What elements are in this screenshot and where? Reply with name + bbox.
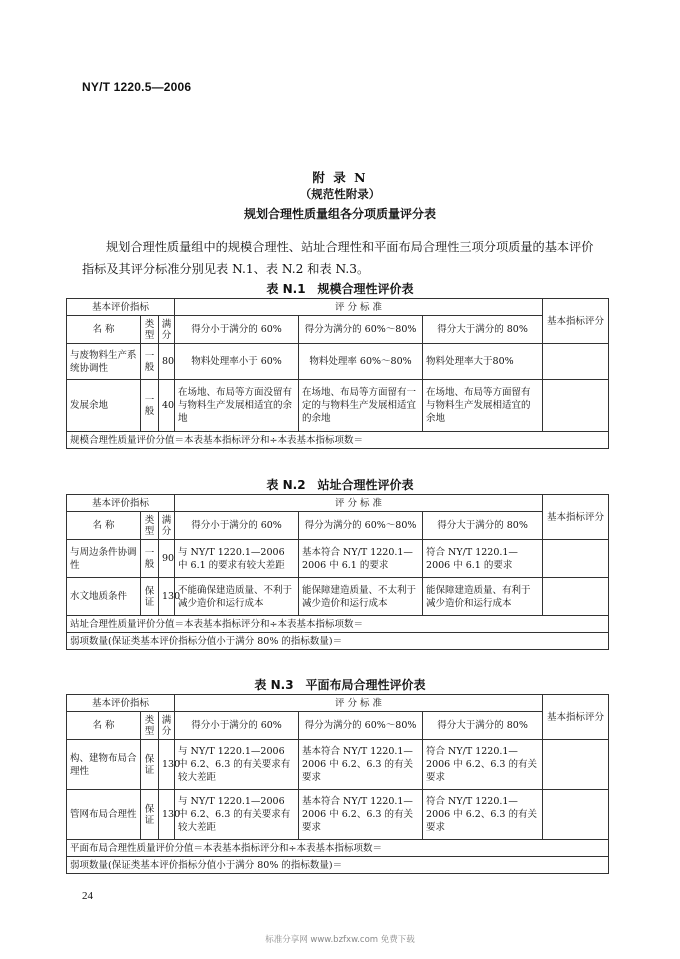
table-row xyxy=(67,740,609,790)
table-caption: 表 N.3 平面布局合理性评价表 xyxy=(254,678,426,692)
row-full: 130 xyxy=(159,790,175,840)
row-name: 水文地质条件 xyxy=(67,578,141,616)
header-basic-index: 基本评价指标 xyxy=(67,495,175,512)
row-gt80: 能保障建造质量、有利于减少造价和运行成本 xyxy=(423,578,543,616)
header-full: 满分 xyxy=(159,512,175,540)
table-row xyxy=(67,578,609,616)
header-lt60: 得分小于满分的 60% xyxy=(175,512,299,540)
header-lt60: 得分小于满分的 60% xyxy=(175,316,299,344)
evaluation-table xyxy=(66,694,609,874)
row-gt80: 符合 NY/T 1220.1—2006 中 6.2、6.3 的有关要求 xyxy=(423,790,543,840)
header-mid: 得分为满分的 60%～80% xyxy=(299,512,423,540)
row-gt80: 物料处理率大于80% xyxy=(423,344,543,380)
header-gt80: 得分大于满分的 80% xyxy=(423,316,543,344)
table-row xyxy=(67,344,609,380)
header-category: 类型 xyxy=(141,712,159,740)
row-score xyxy=(543,740,609,790)
row-lt60: 在场地、布局等方面没留有与物料生产发展相适宜的余地 xyxy=(175,380,299,432)
row-mid: 物料处理率 60%～80% xyxy=(299,344,423,380)
intro-paragraph: 规划合理性质量组中的规模合理性、站址合理性和平面布局合理性三项分项质量的基本评价指标及其评分标准分别见表 N.1、表 N.2 和表 N.3。 xyxy=(82,240,594,276)
appendix-type: （规范性附录） xyxy=(299,187,381,201)
evaluation-table xyxy=(66,298,609,449)
row-name: 与废物料生产系统协调性 xyxy=(67,344,141,380)
header-gt80: 得分大于满分的 80% xyxy=(423,512,543,540)
header-criteria: 评 分 标 准 xyxy=(175,695,543,712)
row-score xyxy=(543,578,609,616)
row-score xyxy=(543,790,609,840)
table-footer: 弱项数量(保证类基本评价指标分值小于满分 80% 的指标数量)＝ xyxy=(67,857,609,874)
table-caption: 表 N.2 站址合理性评价表 xyxy=(266,478,414,492)
header-basic-index: 基本评价指标 xyxy=(67,695,175,712)
table-footer: 平面布局合理性质量评价分值＝本表基本指标评分和÷本表基本指标项数＝ xyxy=(67,840,609,857)
row-category: 保证 xyxy=(141,578,159,616)
row-name: 发展余地 xyxy=(67,380,141,432)
row-full: 40 xyxy=(159,380,175,432)
table-row xyxy=(67,790,609,840)
evaluation-table xyxy=(66,494,609,650)
row-full: 90 xyxy=(159,540,175,578)
row-lt60: 与 NY/T 1220.1—2006 中 6.1 的要求有较大差距 xyxy=(175,540,299,578)
row-lt60: 与 NY/T 1220.1—2006 中 6.2、6.3 的有关要求有较大差距 xyxy=(175,740,299,790)
row-full: 80 xyxy=(159,344,175,380)
header-name: 名 称 xyxy=(67,712,141,740)
row-category: 一般 xyxy=(141,380,159,432)
row-category: 保证 xyxy=(141,740,159,790)
row-gt80: 符合 NY/T 1220.1—2006 中 6.2、6.3 的有关要求 xyxy=(423,740,543,790)
appendix-subtitle: 规划合理性质量组各分项质量评分表 xyxy=(243,207,436,221)
row-mid: 能保障建造质量、不太利于减少造价和运行成本 xyxy=(299,578,423,616)
row-lt60: 不能确保建造质量、不利于减少造价和运行成本 xyxy=(175,578,299,616)
row-name: 与周边条件协调性 xyxy=(67,540,141,578)
header-category: 类型 xyxy=(141,316,159,344)
row-lt60: 物料处理率小于 60% xyxy=(175,344,299,380)
header-criteria: 评 分 标 准 xyxy=(175,299,543,316)
watermark: 标准分享网 www.bzfxw.com 免费下载 xyxy=(265,935,415,945)
table-footer: 规模合理性质量评价分值＝本表基本指标评分和÷本表基本指标项数＝ xyxy=(67,432,609,449)
row-score xyxy=(543,540,609,578)
row-mid: 基本符合 NY/T 1220.1—2006 中 6.2、6.3 的有关要求 xyxy=(299,740,423,790)
header-category: 类型 xyxy=(141,512,159,540)
row-full: 130 xyxy=(159,578,175,616)
header-lt60: 得分小于满分的 60% xyxy=(175,712,299,740)
table-footer: 站址合理性质量评价分值＝本表基本指标评分和÷本表基本指标项数＝ xyxy=(67,616,609,633)
header-mid: 得分为满分的 60%～80% xyxy=(299,316,423,344)
row-gt80: 在场地、布局等方面留有与物料生产发展相适宜的余地 xyxy=(423,380,543,432)
header-basic-score: 基本指标评分 xyxy=(543,695,609,740)
row-score xyxy=(543,344,609,380)
header-full: 满分 xyxy=(159,712,175,740)
header-basic-score: 基本指标评分 xyxy=(543,299,609,344)
row-gt80: 符合 NY/T 1220.1—2006 中 6.1 的要求 xyxy=(423,540,543,578)
standard-code: NY/T 1220.5—2006 xyxy=(82,80,192,94)
row-full: 130 xyxy=(159,740,175,790)
row-mid: 基本符合 NY/T 1220.1—2006 中 6.1 的要求 xyxy=(299,540,423,578)
row-category: 一般 xyxy=(141,540,159,578)
row-name: 管网布局合理性 xyxy=(67,790,141,840)
row-category: 一般 xyxy=(141,344,159,380)
header-name: 名 称 xyxy=(67,512,141,540)
header-mid: 得分为满分的 60%～80% xyxy=(299,712,423,740)
table-footer: 弱项数量(保证类基本评价指标分值小于满分 80% 的指标数量)＝ xyxy=(67,633,609,650)
header-criteria: 评 分 标 准 xyxy=(175,495,543,512)
row-lt60: 与 NY/T 1220.1—2006 中 6.2、6.3 的有关要求有较大差距 xyxy=(175,790,299,840)
table-row xyxy=(67,380,609,432)
page-number: 24 xyxy=(82,890,93,902)
table-row xyxy=(67,540,609,578)
header-full: 满分 xyxy=(159,316,175,344)
appendix-title: 附 录 N xyxy=(312,170,368,185)
header-name: 名 称 xyxy=(67,316,141,344)
row-mid: 基本符合 NY/T 1220.1—2006 中 6.2、6.3 的有关要求 xyxy=(299,790,423,840)
table-caption: 表 N.1 规模合理性评价表 xyxy=(266,282,414,296)
header-gt80: 得分大于满分的 80% xyxy=(423,712,543,740)
row-mid: 在场地、布局等方面留有一定的与物料生产发展相适宜的余地 xyxy=(299,380,423,432)
row-category: 保证 xyxy=(141,790,159,840)
row-name: 构、建物布局合理性 xyxy=(67,740,141,790)
header-basic-score: 基本指标评分 xyxy=(543,495,609,540)
header-basic-index: 基本评价指标 xyxy=(67,299,175,316)
row-score xyxy=(543,380,609,432)
